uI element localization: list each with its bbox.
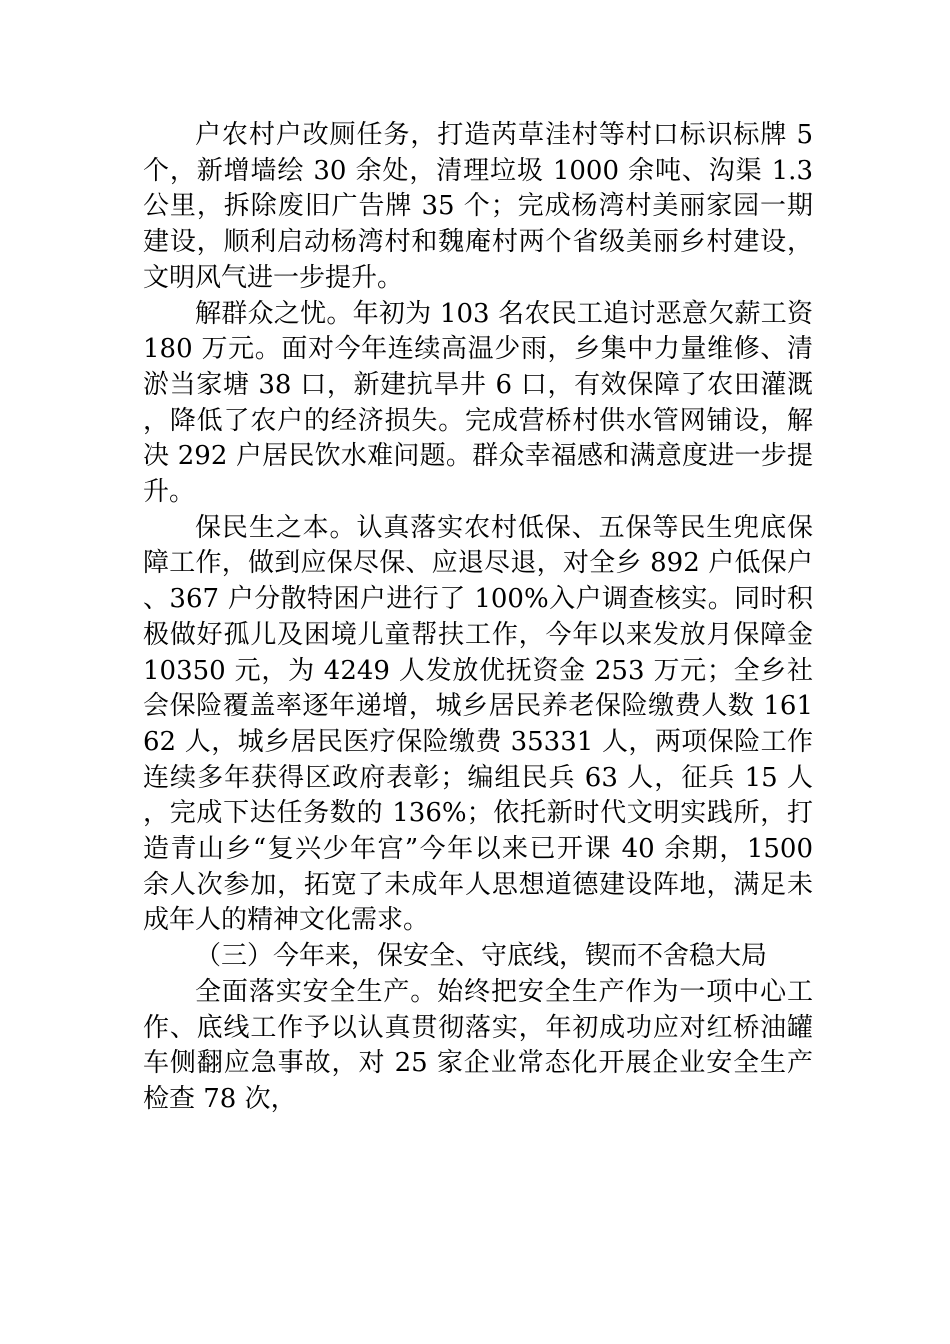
paragraph-production-safety: 全面落实安全生产。始终把安全生产作为一项中心工作、底线工作予以认真贯彻落实，年初成功应对红桥油罐车侧翻应急事故，对 25 家企业常态化开展企业安全生产检查 78 次， <box>143 976 813 1114</box>
paragraph-public-concerns: 解群众之忧。年初为 103 名农民工追讨恶意欠薪工资 180 万元。面对今年连续高温少雨，乡集中力量维修、清淤当家塘 38 口，新建抗旱井 6 口，有效保障了农田灌溉，降低了农户的经济损失。完成营桥村供水管网铺设，解决 292 户居民饮水难问题。群众幸福感和满意度进一步提升。 <box>143 298 813 508</box>
section-heading-safety: （三）今年来，保安全、守底线，锲而不舍稳大局 <box>195 941 768 972</box>
paragraph-livelihood: 保民生之本。认真落实农村低保、五保等民生兜底保障工作，做到应保尽保、应退尽退，对全乡 892 户低保户、367 户分散特困户进行了 100%入户调查核实。同时积极做好孤儿及困境儿童帮扶工作，今年以来发放月保障金 10350 元，为 4249 人发放优抚资金 253 万元；全乡社会保险覆盖率逐年递增，城乡居民养老保险缴费人数 16162 人，城乡居民医疗保险缴费 35331 人，两项保险工作连续多年获得区政府表彰；编组民兵 63 人，征兵 15 人，完成下达任务数的 136%；依托新时代文明实践所，打造青山乡“复兴少年宫”今年以来已开课 40 余期，1500 余人次参加，拓宽了未成年人思想道德建设阵地，满足未成年人的精神文化需求。 <box>143 512 813 936</box>
paragraph-rural-construction: 户农村户改厕任务，打造芮草洼村等村口标识标牌 5 个，新增墙绘 30 余处，清理垃圾 1000 余吨、沟渠 1.3 公里，拆除废旧广告牌 35 个；完成杨湾村美丽家园一期建设，顺利启动杨湾村和魏庵村两个省级美丽乡村建设，文明风气进一步提升。 <box>143 120 813 293</box>
document-body <box>143 118 813 1118</box>
